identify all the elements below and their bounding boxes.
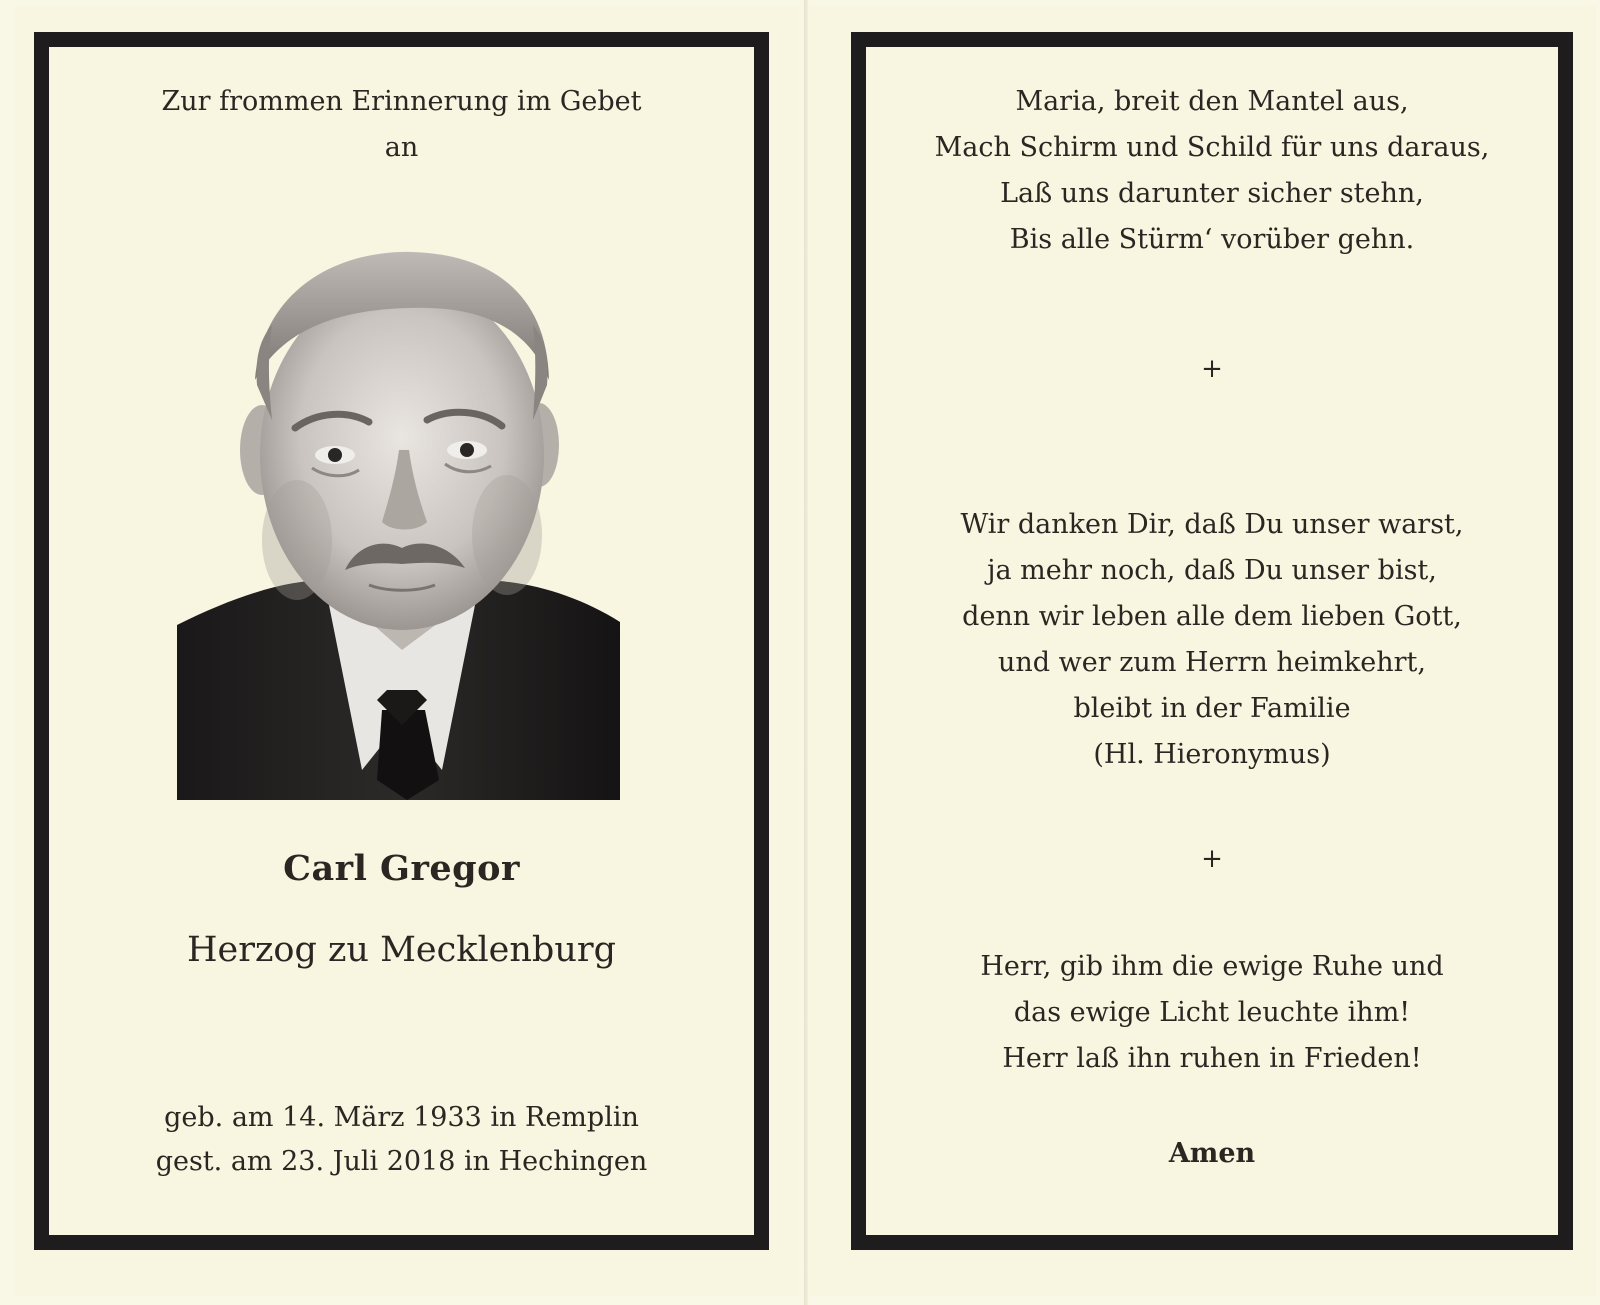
poem-line-3: Laß uns darunter sicher stehn,	[1000, 178, 1424, 209]
amen-text: Amen	[1168, 1138, 1256, 1169]
quote-line-4: und wer zum Herrn heimkehrt,	[997, 647, 1426, 678]
poem-line-2: Mach Schirm und Schild für uns daraus,	[934, 132, 1490, 163]
quote-line-5: bleibt in der Familie	[1073, 693, 1351, 724]
intro-line-2: an	[384, 132, 419, 163]
birth-date-line: geb. am 14. März 1933 in Remplin	[164, 1102, 639, 1133]
death-date-line: gest. am 23. Juli 2018 in Hechingen	[155, 1146, 648, 1177]
poem-line-1: Maria, breit den Mantel aus,	[1015, 86, 1409, 117]
intro-line-1: Zur frommen Erinnerung im Gebet	[161, 86, 642, 117]
prayer-line-1: Herr, gib ihm die ewige Ruhe und	[980, 951, 1444, 982]
deceased-title: Herzog zu Mecklenburg	[186, 930, 616, 970]
quote-line-1: Wir danken Dir, daß Du unser warst,	[960, 509, 1464, 540]
prayer-line-3: Herr laß ihn ruhen in Frieden!	[1002, 1043, 1422, 1074]
cross-symbol-1: +	[1201, 354, 1223, 384]
poem-line-4: Bis alle Stürm‘ vorüber gehn.	[1009, 224, 1415, 255]
portrait-photo	[177, 250, 620, 800]
cross-symbol-2: +	[1201, 844, 1223, 874]
quote-line-3: denn wir leben alle dem lieben Gott,	[962, 601, 1462, 632]
card-fold	[804, 0, 808, 1305]
quote-attribution: (Hl. Hieronymus)	[1093, 739, 1331, 770]
quote-line-2: ja mehr noch, daß Du unser bist,	[987, 555, 1437, 586]
deceased-name: Carl Gregor	[283, 848, 520, 889]
prayer-line-2: das ewige Licht leuchte ihm!	[1013, 997, 1411, 1028]
